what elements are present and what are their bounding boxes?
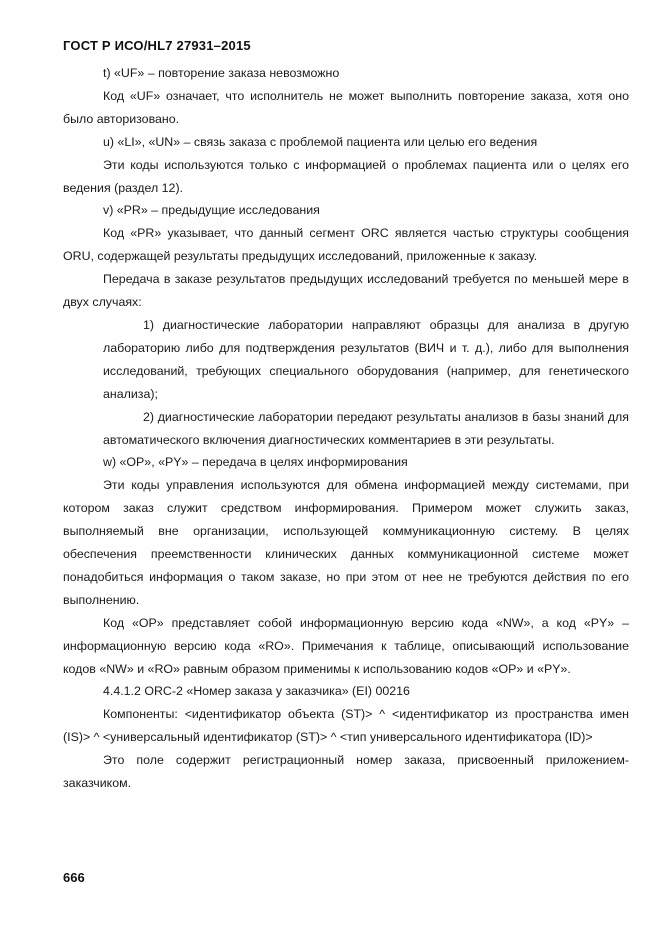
list-item-w: w) «OP», «PY» – передача в целях информирования [103,455,408,470]
paragraph: Это поле содержит регистрационный номер заказа, присвоенный приложением-заказчиком. [63,753,629,791]
paragraph: Эти коды используются только с информацией о проблемах пациента или о целях его ведения (раздел 12). [63,157,629,195]
list-item-v: v) «PR» – предыдущие исследования [103,203,320,218]
paragraph: Передача в заказе результатов предыдущих исследований требуется по меньшей мере в двух случаях: [63,272,629,310]
document-body [63,62,629,795]
numbered-item-1: 1) диагностические лаборатории направляют образцы для анализа в другую лабораторию либо для подтверждения результатов (ВИЧ и т. д.), либо для выполнения исследований, требующих специального оборудования (например, для генетического анализа); [103,317,629,401]
document-header: ГОСТ Р ИСО/HL7 27931–2015 [63,38,251,53]
paragraph: Код «PR» указывает, что данный сегмент ORC является частью структуры сообщения ORU, содержащей результаты предыдущих исследований, приложенные к заказу. [63,226,629,264]
paragraph: Эти коды управления используются для обмена информацией между системами, при котором заказ служит средством информирования. Примером может служить заказ, выполняемый вне организации, использующей коммуникационную систему. В целях обеспечения преемственности клинических данных коммуникационной системе может понадобиться информация о таком заказе, но при этом от нее не требуются действия по его выполнению. [63,478,629,607]
page-number: 666 [63,870,85,885]
list-item-t: t) «UF» – повторение заказа невозможно [103,66,340,80]
paragraph: Код «UF» означает, что исполнитель не может выполнить повторение заказа, хотя оно было авторизовано. [63,88,629,126]
numbered-item-2: 2) диагностические лаборатории передают результаты анализов в базы знаний для автоматического включения диагностических комментариев в эти результаты. [103,409,629,447]
paragraph: Компоненты: <идентификатор объекта (ST)> ^ <идентификатор из пространства имен (IS)> ^ <универсальный идентификатор (ST)> ^ <тип универсального идентификатора (ID)> [63,707,629,745]
section-heading: 4.4.1.2 ORC-2 «Номер заказа у заказчика» (EI) 00216 [103,684,410,699]
list-item-u: u) «LI», «UN» – связь заказа с проблемой пациента или целью его ведения [103,134,538,149]
paragraph: Код «OP» представляет собой информационную версию кода «NW», а код «PY» – информационную версию кода «RO». Примечания к таблице, описывающий использование кодов «NW» и «RO» равным образом применимы к использованию кодов «OP» и «PY». [63,615,629,676]
